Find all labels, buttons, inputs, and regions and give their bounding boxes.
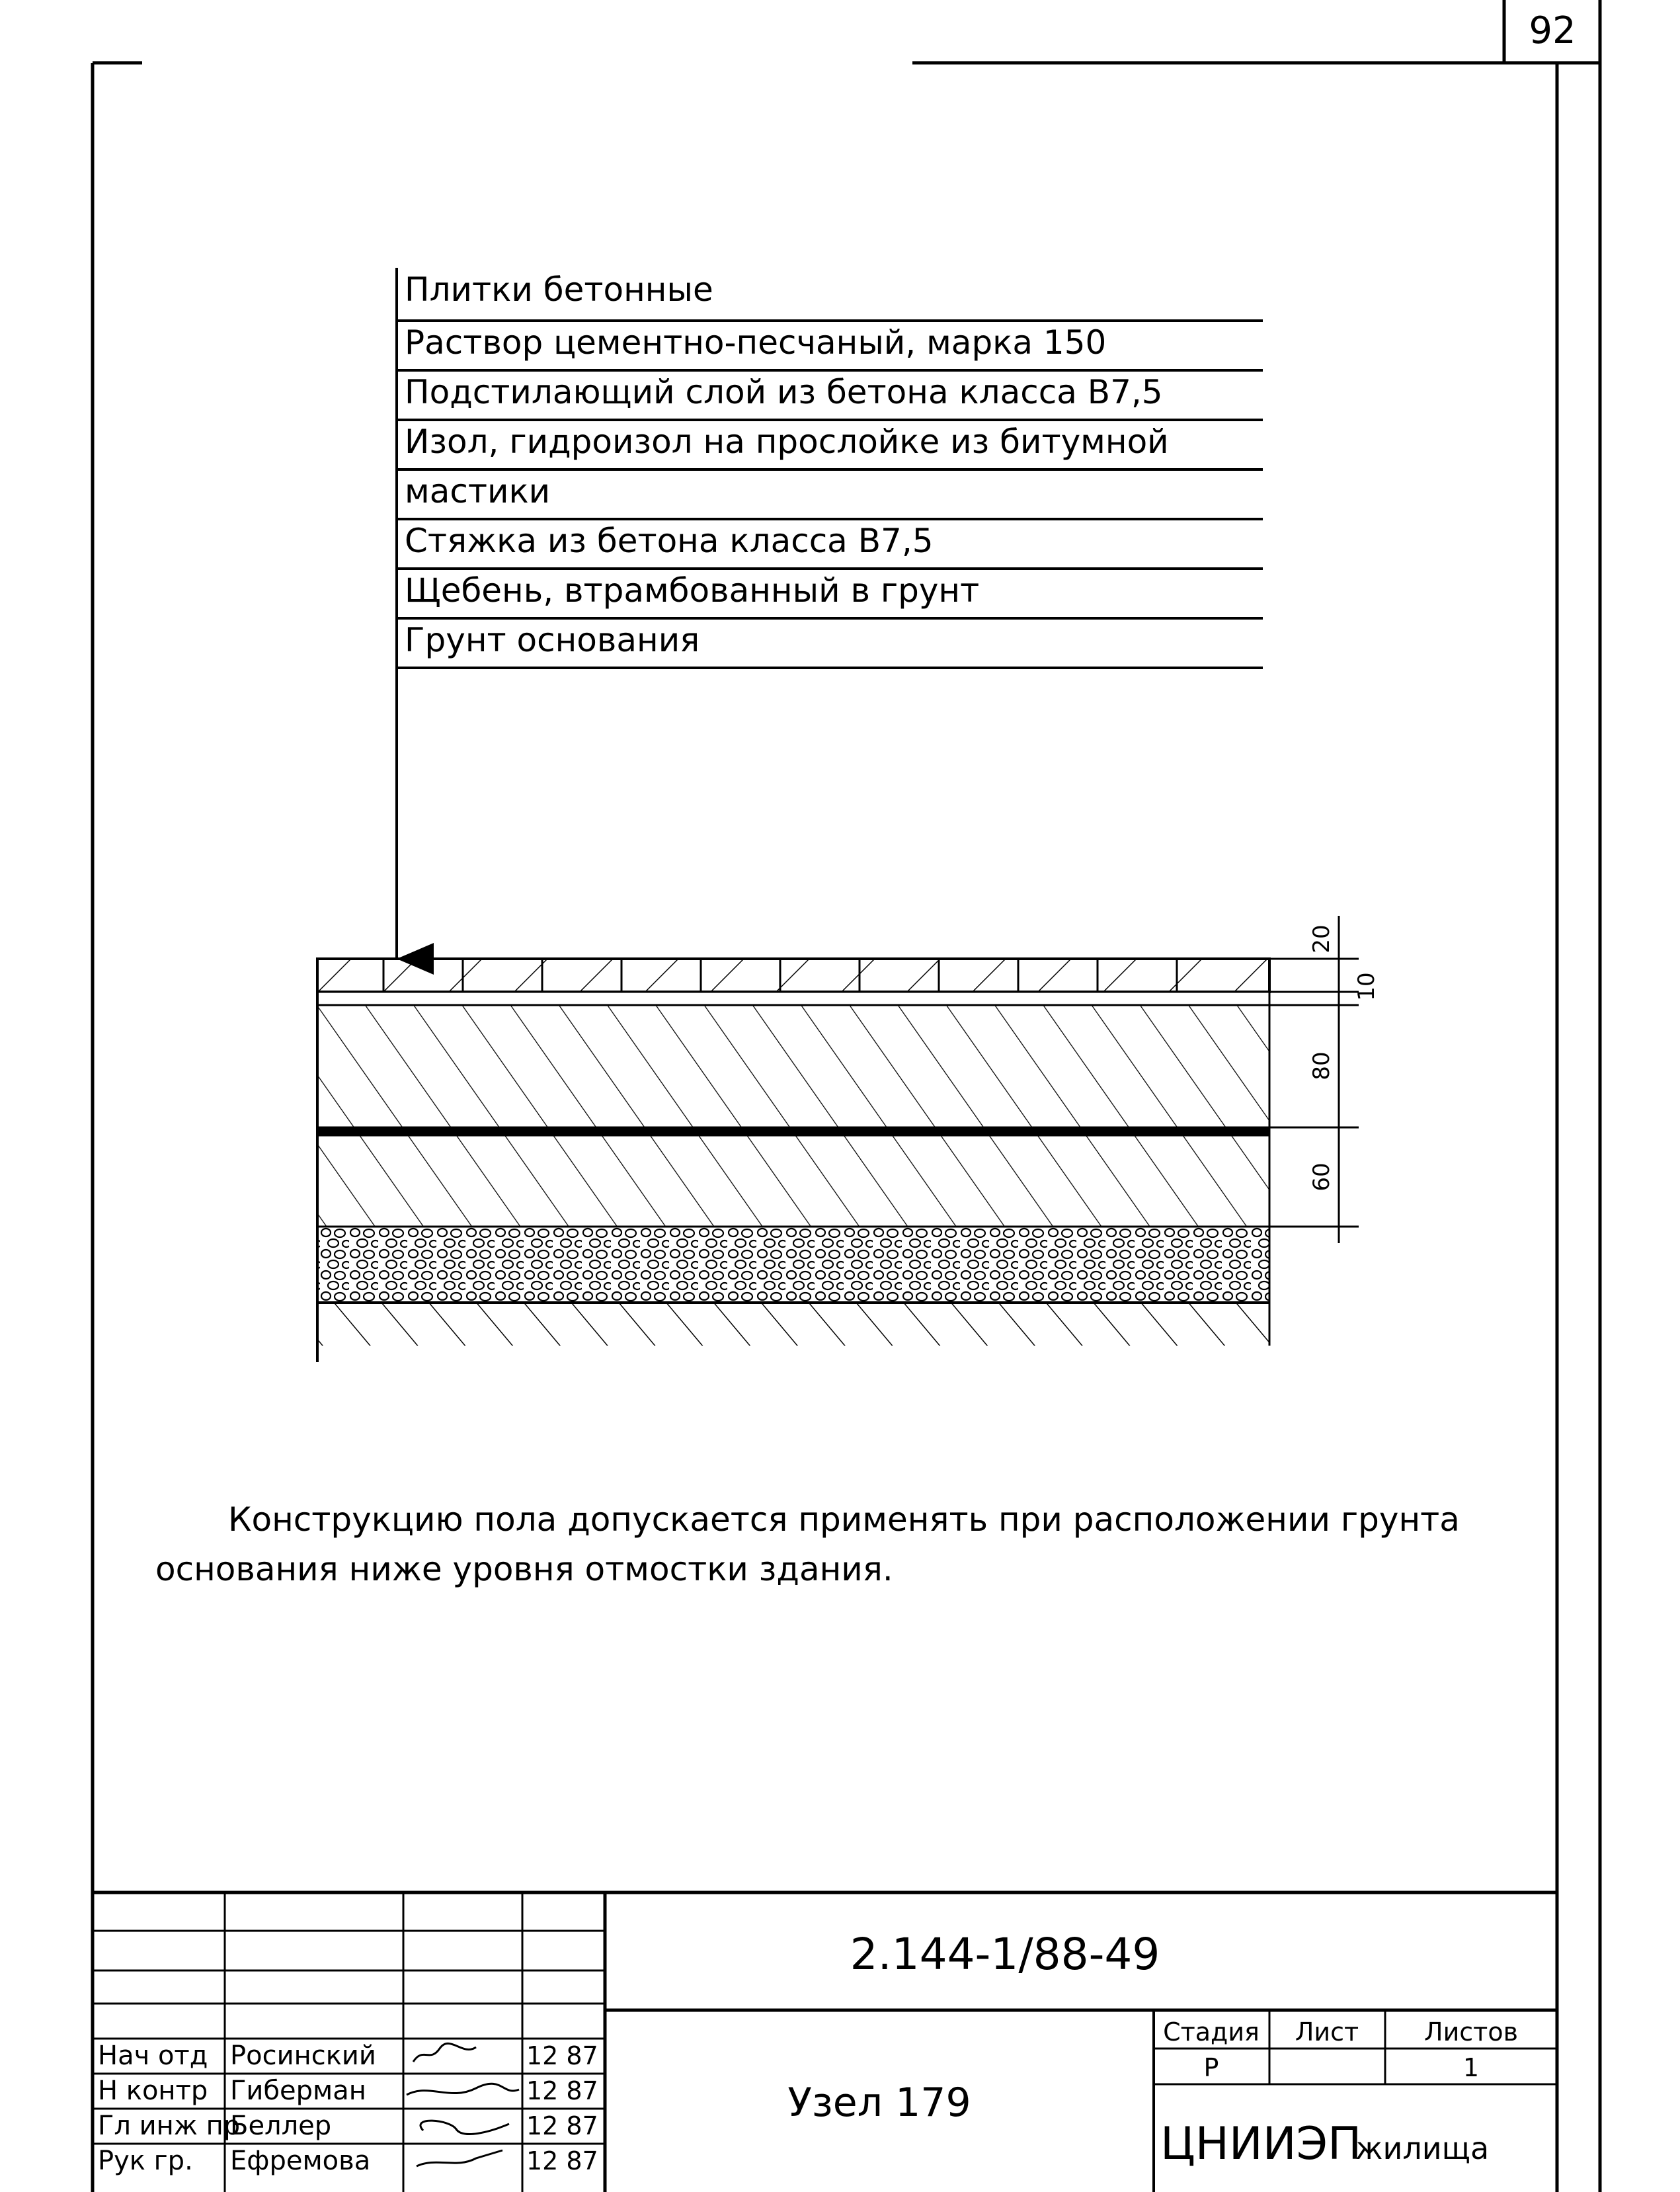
waterproofing-layer (317, 1127, 1269, 1135)
layer-label: Подстилающий слой из бетона класса В7,5 (405, 373, 1163, 411)
mortar-layer (317, 992, 1269, 1005)
dimension-label: 60 (1308, 1162, 1335, 1192)
signatory-date: 12 87 (526, 2041, 598, 2070)
ground-layer (317, 1303, 1269, 1346)
signature-image (407, 2084, 519, 2095)
signatory-role: Н контр (98, 2076, 208, 2106)
organization-main: ЦНИИЭП (1160, 2118, 1362, 2170)
node-title: Узел 179 (787, 2080, 971, 2126)
concrete-base-layer (317, 1005, 1269, 1127)
signatory-name: Ефремова (230, 2146, 371, 2176)
organization-sub: жилища (1355, 2131, 1490, 2166)
signature-image (417, 2150, 502, 2166)
signatory-name: Беллер (230, 2111, 332, 2141)
sheets-header: Листов (1424, 2017, 1518, 2047)
stage-value: Р (1203, 2053, 1219, 2082)
sheet-header: Лист (1295, 2017, 1359, 2047)
layer-callout (397, 268, 1263, 959)
signature-marks (407, 2043, 519, 2166)
signatory-date: 12 87 (526, 2111, 598, 2140)
note-line: основания ниже уровня отмостки здания. (155, 1550, 893, 1588)
signatory-date: 12 87 (526, 2076, 598, 2105)
gravel-layer (317, 1227, 1269, 1303)
sheets-value: 1 (1462, 2053, 1480, 2082)
layer-label: Плитки бетонные (405, 270, 713, 309)
signatory-date: 12 87 (526, 2146, 598, 2175)
dimension-label: 80 (1308, 1051, 1335, 1080)
signatory-role: Нач отд (98, 2041, 208, 2071)
signature-image (413, 2043, 476, 2062)
page-number: 92 (1529, 9, 1576, 52)
layer-label: Щебень, втрамбованный в грунт (405, 571, 980, 610)
document-code: 2.144-1/88-49 (850, 1929, 1160, 1980)
signatory-role: Гл инж пр (98, 2111, 241, 2141)
floor-section (317, 916, 1359, 1362)
signatory-role: Рук гр. (98, 2146, 193, 2176)
layer-label: Раствор цементно-песчаный, марка 150 (405, 323, 1107, 362)
dimension-label: 20 (1308, 924, 1335, 954)
layer-label: Изол, гидроизол на прослойке из битумной (405, 423, 1169, 461)
stage-header: Стадия (1163, 2017, 1260, 2047)
tile-layer (317, 959, 1269, 992)
layer-label: Стяжка из бетона класса В7,5 (405, 522, 934, 560)
signatory-name: Гиберман (230, 2076, 366, 2106)
layer-label: мастики (405, 472, 551, 510)
screed-layer (317, 1135, 1269, 1227)
signature-image (420, 2121, 509, 2134)
signatory-name: Росинский (230, 2041, 376, 2071)
note-line: Конструкцию пола допускается применять при расположении грунта (228, 1500, 1460, 1539)
dimension-label: 10 (1353, 972, 1380, 1001)
layer-label: Грунт основания (405, 621, 700, 659)
